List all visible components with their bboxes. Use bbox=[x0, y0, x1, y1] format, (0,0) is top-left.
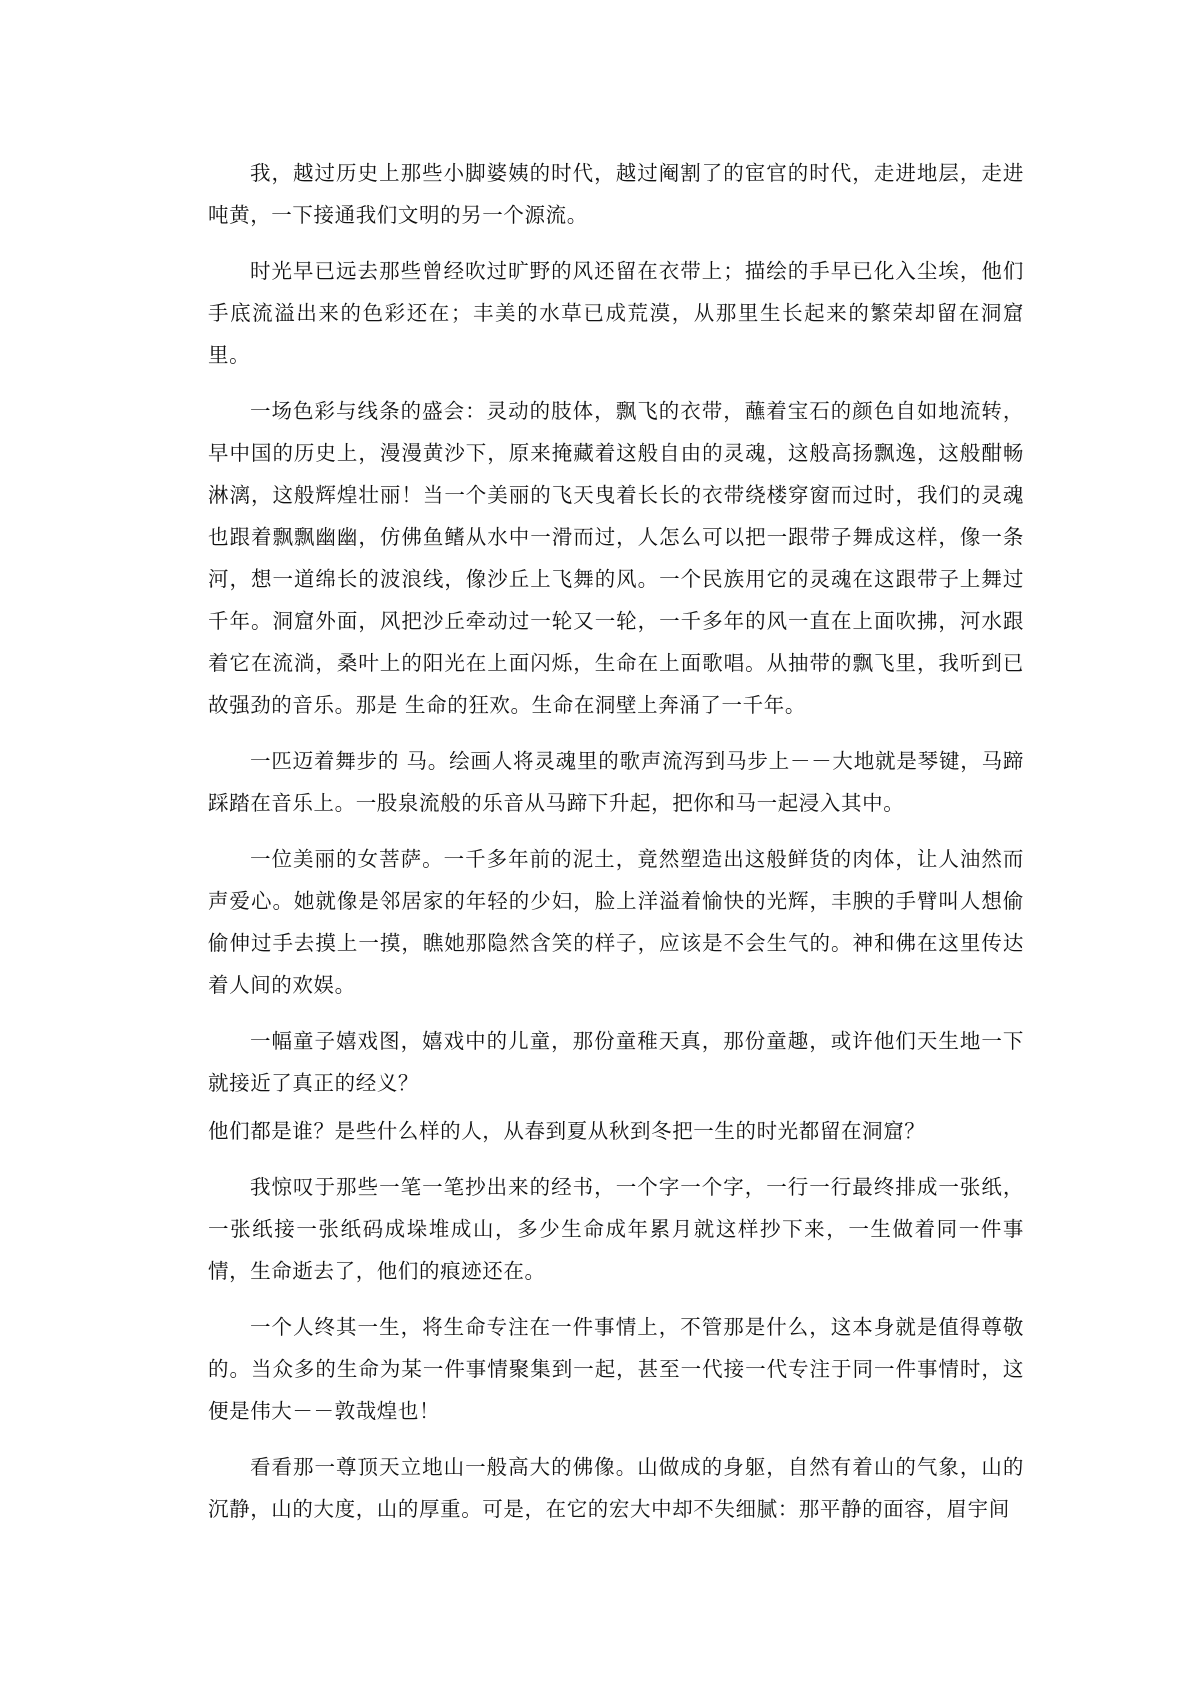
paragraph-4: 一匹迈着舞步的 马。绘画人将灵魂里的歌声流泻到马步上－－大地就是琴键，马蹄踩踏在音乐上。一股泉流般的乐音从马蹄下升起，把你和马一起浸入其中。 bbox=[208, 749, 1024, 815]
paragraph-6: 一幅童子嬉戏图，嬉戏中的儿童，那份童稚天真，那份童趣，或许他们天生地一下就接近了真正的经义？ bbox=[208, 1029, 1024, 1095]
paragraph-9: 一个人终其一生，将生命专注在一件事情上，不管那是什么，这本身就是值得尊敬的。当众多的生命为某一件事情聚集到一起，甚至一代接一代专注于同一件事情时，这便是伟大－－敦哉煌也！ bbox=[208, 1315, 1024, 1423]
paragraph-10: 看看那一尊顶天立地山一般高大的佛像。山做成的身躯，自然有着山的气象，山的沉静，山的大度，山的厚重。可是，在它的宏大中却不失细腻：那平静的面容，眉宇间 bbox=[208, 1455, 1024, 1521]
paragraph-8: 我惊叹于那些一笔一笔抄出来的经书，一个字一个字，一行一行最终排成一张纸，一张纸接一张纸码成垛堆成山，多少生命成年累月就这样抄下来，一生做着同一件事情，生命逝去了，他们的痕迹还在。 bbox=[208, 1175, 1024, 1283]
paragraph-7: 他们都是谁？是些什么样的人，从春到夏从秋到冬把一生的时光都留在洞窟？ bbox=[208, 1119, 926, 1143]
paragraph-2: 时光早已远去那些曾经吹过旷野的风还留在衣带上；描绘的手早已化入尘埃，他们手底流溢出来的色彩还在；丰美的水草已成荒漠，从那里生长起来的繁荣却留在洞窟里。 bbox=[208, 259, 1024, 367]
paragraph-3: 一场色彩与线条的盛会：灵动的肢体，飘飞的衣带，蘸着宝石的颜色自如地流转，早中国的历史上，漫漫黄沙下，原来掩藏着这般自由的灵魂，这般高扬飘逸，这般酣畅淋漓，这般辉煌壮丽！当一个美丽的飞天曳着长长的衣带绕楼穿窗而过时，我们的灵魂也跟着飘飘幽幽，仿佛鱼鳍从水中一滑而过，人怎么可以把一跟带子舞成这样，像一条河，想一道绵长的波浪线，像沙丘上飞舞的风。一个民族用它的灵魂在这跟带子上舞过千年。洞窟外面，风把沙丘牵动过一轮又一轮，一千多年的风一直在上面吹拂，河水跟着它在流淌，桑叶上的阳光在上面闪烁，生命在上面歌唱。从抽带的飘飞里，我听到已故强劲的音乐。那是 生命的狂欢。生命在洞壁上奔涌了一千年。 bbox=[208, 399, 1024, 717]
paragraph-1: 我，越过历史上那些小脚婆姨的时代，越过阉割了的宦官的时代，走进地层，走进吨黄，一下接通我们文明的另一个源流。 bbox=[208, 161, 1024, 227]
paragraph-5: 一位美丽的女菩萨。一千多年前的泥土，竟然塑造出这般鲜货的肉体，让人油然而声爱心。她就像是邻居家的年轻的少妇，脸上洋溢着愉快的光辉，丰腴的手臂叫人想偷偷伸过手去摸上一摸，瞧她那隐然含笑的样子，应该是不会生气的。神和佛在这里传达着人间的欢娱。 bbox=[208, 847, 1024, 997]
